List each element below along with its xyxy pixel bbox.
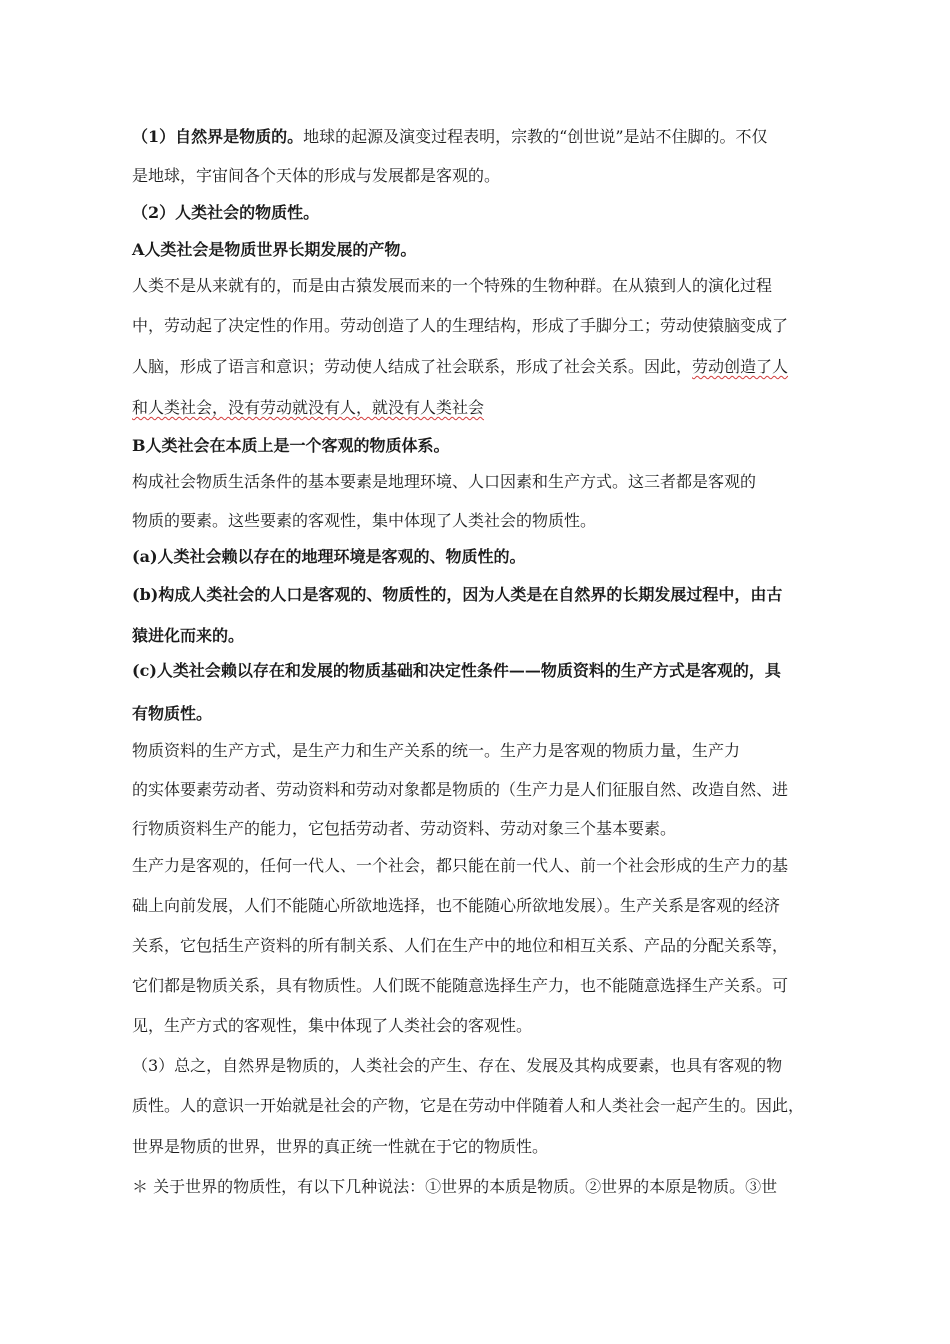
section3-line1: （3）总之，自然界是物质的，人类社会的产生、存在、发展及其构成要素，也具有客观的物 <box>132 1056 783 1075</box>
item-c-line2: 有物质性。 <box>132 704 213 723</box>
sectionB-line2: 物质的要素。这些要素的客观性，集中体现了人类社会的物质性。 <box>132 511 597 530</box>
para1-text: 地球的起源及演变过程表明，宗教的“创世说”是站不住脚的。不仅 <box>303 127 768 146</box>
mode-line5: 础上向前发展，人们不能随心所欲地选择，也不能随心所欲地发展）。生产关系是客观的经济 <box>132 896 781 915</box>
sectionB-line1: 构成社会物质生活条件的基本要素是地理环境、人口因素和生产方式。这三者都是客观的 <box>132 472 757 491</box>
item-c-line1: (c)人类社会赖以存在和发展的物质基础和决定性条件——物质资料的生产方式是客观的，具 <box>132 661 781 680</box>
mode-line1: 物质资料的生产方式，是生产力和生产关系的统一。生产力是客观的物质力量，生产力 <box>132 741 741 760</box>
section2-heading: （2）人类社会的物质性。 <box>132 203 320 222</box>
mode-line4: 生产力是客观的，任何一代人、一个社会，都只能在前一代人、前一个社会形成的生产力的基 <box>132 856 789 875</box>
sectionA-line3-text: 人脑，形成了语言和意识；劳动使人结成了社会联系，形成了社会关系。因此， <box>132 357 693 376</box>
sectionB-heading: B人类社会在本质上是一个客观的物质体系。 <box>132 436 450 455</box>
mode-line2: 的实体要素劳动者、劳动资料和劳动对象都是物质的（生产力是人们征服自然、改造自然、进 <box>132 780 789 799</box>
sectionA-line1: 人类不是从来就有的，而是由古猿发展而来的一个特殊的生物种群。在从猿到人的演化过程 <box>132 276 773 295</box>
mode-line3: 行物质资料生产的能力，它包括劳动者、劳动资料、劳动对象三个基本要素。 <box>132 819 677 838</box>
note-line1: ＊ 关于世界的物质性，有以下几种说法：①世界的本质是物质。②世界的本原是物质。③世 <box>132 1177 778 1196</box>
item-b-line2: 猿进化而来的。 <box>132 626 245 645</box>
marked-phrase-start: 劳动创造了人 <box>692 357 789 376</box>
marked-phrase-end: 和人类社会，没有劳动就没有人，就没有人类社会 <box>132 398 485 417</box>
sectionA-line3 <box>132 357 788 377</box>
para1-heading: （1）自然界是物质的。 <box>132 127 304 146</box>
item-a: (a)人类社会赖以存在的地理环境是客观的、物质性的。 <box>132 547 526 566</box>
para1-line1 <box>132 127 768 147</box>
item-b-line1: (b)构成人类社会的人口是客观的、物质性的，因为人类是在自然界的长期发展过程中，由古 <box>132 585 783 604</box>
section3-line2: 质性。人的意识一开始就是社会的产物，它是在劳动中伴随着人和人类社会一起产生的。因此， <box>132 1096 805 1115</box>
section3-line3: 世界是物质的世界，世界的真正统一性就在于它的物质性。 <box>132 1137 549 1156</box>
mode-line7: 它们都是物质关系，具有物质性。人们既不能随意选择生产力，也不能随意选择生产关系。可 <box>132 976 789 995</box>
sectionA-heading: A人类社会是物质世界长期发展的产物。 <box>132 240 417 259</box>
mode-line8: 见，生产方式的客观性，集中体现了人类社会的客观性。 <box>132 1016 533 1035</box>
mode-line6: 关系，它包括生产资料的所有制关系、人们在生产中的地位和相互关系、产品的分配关系等， <box>132 936 789 955</box>
para1-line2: 是地球，宇宙间各个天体的形成与发展都是客观的。 <box>132 166 501 185</box>
sectionA-line2: 中，劳动起了决定性的作用。劳动创造了人的生理结构，形成了手脚分工；劳动使猿脑变成了 <box>132 316 789 335</box>
